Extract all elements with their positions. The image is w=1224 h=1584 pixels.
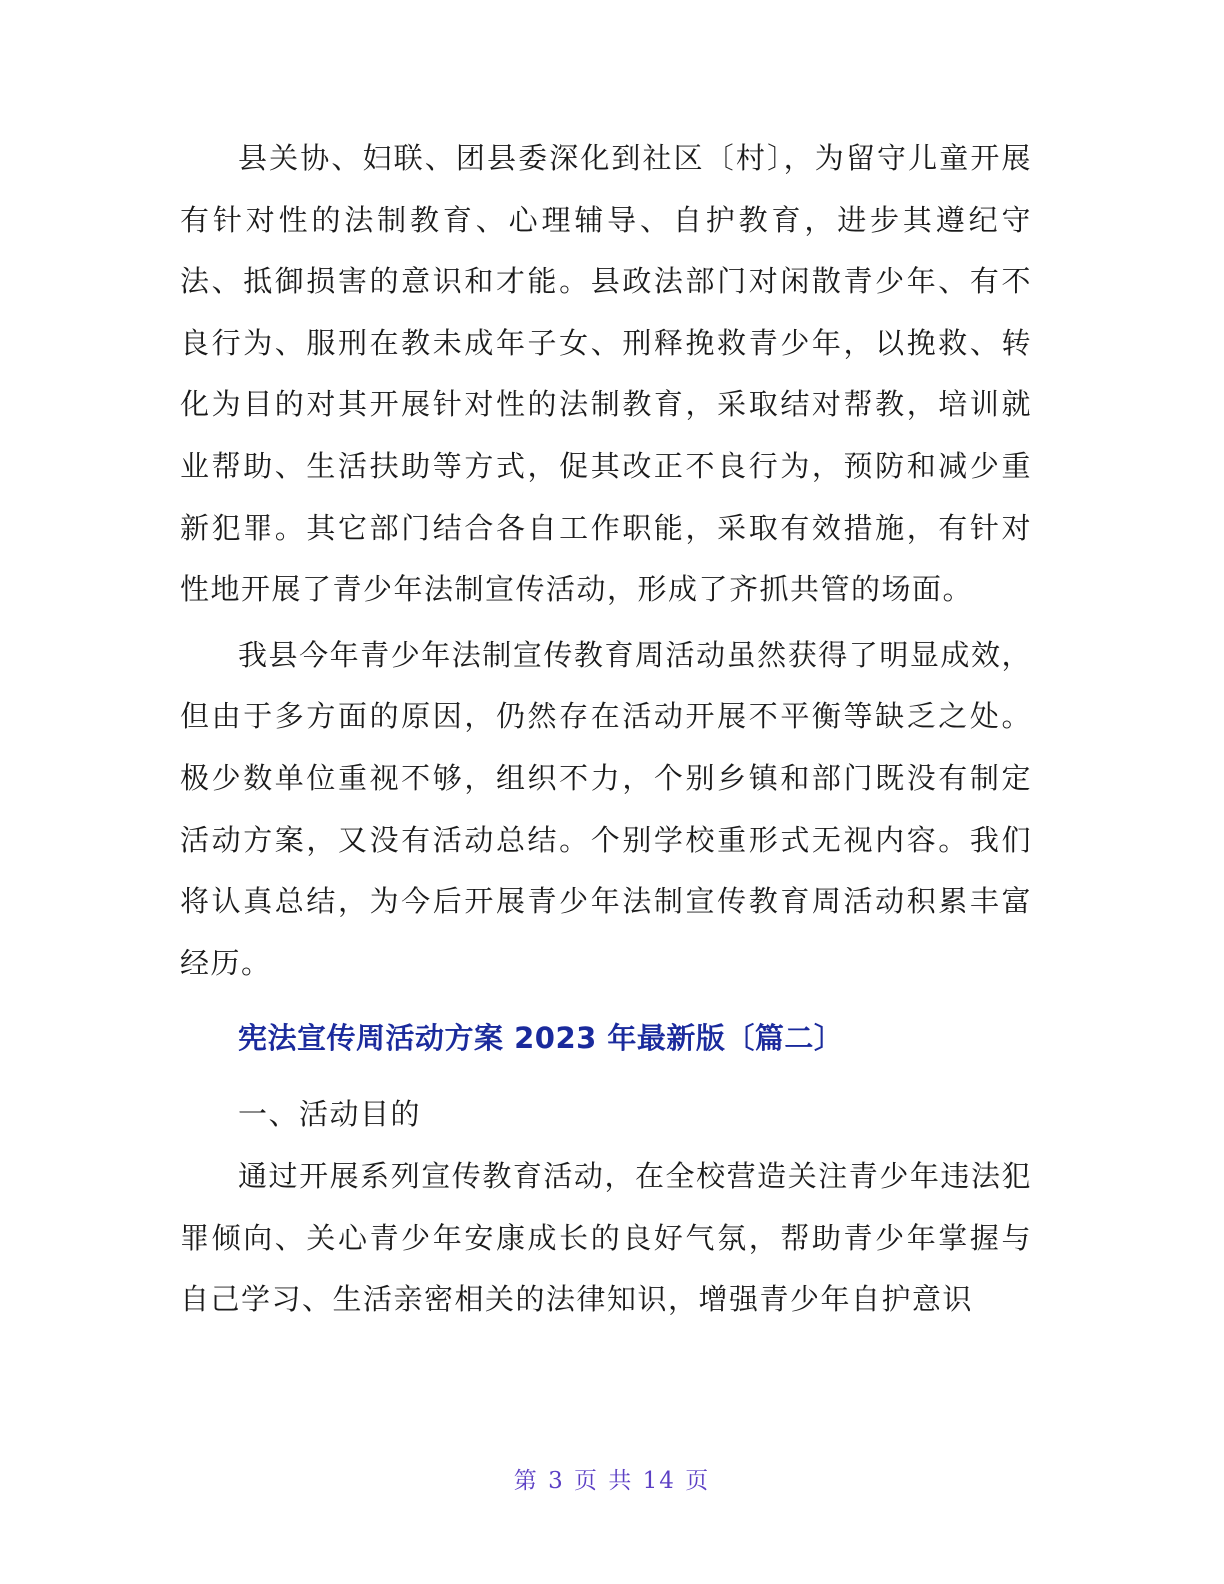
section-heading: 宪法宣传周活动方案 2023 年最新版〔篇二〕: [238, 1021, 844, 1056]
body-paragraph: 我县今年青少年法制宣传教育周活动虽然获得了明显成效，但由于多方面的原因，仍然存在活动开展不平衡等缺乏之处。极少数单位重视不够，组织不力，个别乡镇和部门既没有制定活动方案，又没有活动总结。个别学校重形式无视内容。我们将认真总结，为今后开展青少年法制宣传教育周活动积累丰富经历。: [180, 637, 1032, 980]
body-paragraph: 通过开展系列宣传教育活动，在全校营造关注青少年违法犯罪倾向、关心青少年安康成长的良好气氛，帮助青少年掌握与自己学习、生活亲密相关的法律知识，增强青少年自护意识: [180, 1158, 1032, 1317]
body-paragraph: 县关协、妇联、团县委深化到社区〔村〕，为留守儿童开展有针对性的法制教育、心理辅导、自护教育，进步其遵纪守法、抵御损害的意识和才能。县政法部门对闲散青少年、有不良行为、服刑在教未成年子女、刑释挽救青少年，以挽救、转化为目的对其开展针对性的法制教育，采取结对帮教，培训就业帮助、生活扶助等方式，促其改正不良行为，预防和减少重新犯罪。其它部门结合各自工作职能，采取有效措施，有针对性地开展了青少年法制宣传活动，形成了齐抓共管的场面。: [180, 141, 1032, 607]
subheading: 一、活动目的: [238, 1097, 422, 1132]
document-page: [180, 128, 1032, 1331]
page-footer: 第 3 页 共 14 页: [513, 1468, 711, 1494]
